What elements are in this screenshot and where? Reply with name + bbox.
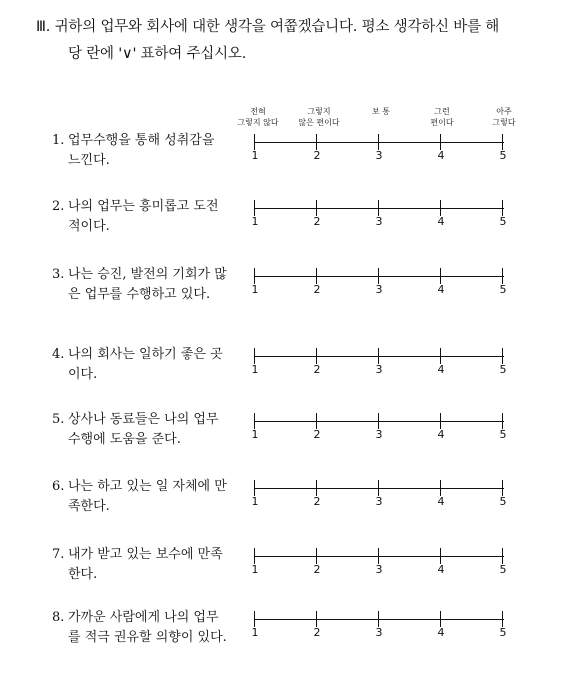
scale-point-4: 4 [437,563,445,576]
rating-scale [251,610,510,642]
item-text: 가까운 사람에게 나의 업무를 적극 권유할 의향이 있다. [68,610,227,645]
scale-point-1: 1 [251,428,259,441]
scale-tick-3[interactable] [378,413,379,429]
scale-tick-4[interactable] [440,268,441,284]
scale-point-2: 2 [313,363,321,376]
item-number: 3. [52,267,65,282]
scale-header-4-line-1: 그런 [434,107,450,116]
scale-tick-3[interactable] [378,268,379,284]
scale-point-1: 1 [251,283,259,296]
rating-scale [251,199,510,231]
scale-point-2: 2 [313,149,321,162]
scale-tick-1[interactable] [254,480,255,496]
scale-tick-4[interactable] [440,134,441,150]
instructions-line-1: Ⅲ. 귀하의 업무와 회사에 대한 생각을 여쭙겠습니다. 평소 생각하신 바를 해 [36,19,500,35]
scale-header-2 [289,106,349,128]
instructions-line-2: 당 란에 '∨' 표하여 주십시오. [68,46,247,62]
scale-tick-2[interactable] [316,268,317,284]
scale-point-3: 3 [375,626,383,639]
scale-tick-2[interactable] [316,200,317,216]
scale-tick-1[interactable] [254,548,255,564]
rating-scale [251,412,510,444]
scale-tick-2[interactable] [316,348,317,364]
scale-point-4: 4 [437,215,445,228]
scale-tick-2[interactable] [316,480,317,496]
scale-tick-4[interactable] [440,548,441,564]
scale-tick-4[interactable] [440,480,441,496]
scale-point-3: 3 [375,363,383,376]
scale-point-2: 2 [313,495,321,508]
scale-tick-5[interactable] [502,413,503,429]
scale-point-4: 4 [437,283,445,296]
scale-point-4: 4 [437,363,445,376]
scale-header-4 [412,106,472,128]
scale-header-5-line-1: 아주 [496,107,512,116]
scale-tick-1[interactable] [254,200,255,216]
scale-tick-3[interactable] [378,611,379,627]
scale-point-5: 5 [499,626,507,639]
scale-point-5: 5 [499,495,507,508]
item-number: 7. [52,547,65,562]
scale-tick-4[interactable] [440,413,441,429]
item-number: 5. [52,412,65,427]
survey-item-4 [0,345,565,405]
scale-point-3: 3 [375,149,383,162]
item-number: 1. [52,133,65,148]
scale-point-3: 3 [375,563,383,576]
scale-tick-4[interactable] [440,200,441,216]
scale-point-4: 4 [437,626,445,639]
scale-point-3: 3 [375,283,383,296]
scale-point-1: 1 [251,563,259,576]
item-number: 4. [52,347,65,362]
scale-tick-3[interactable] [378,348,379,364]
scale-header-1-line-2: 그렇지 않다 [237,118,279,127]
scale-point-2: 2 [313,563,321,576]
scale-point-2: 2 [313,283,321,296]
item-text: 업무수행을 통해 성취감을 느낀다. [68,133,215,168]
scale-tick-1[interactable] [254,611,255,627]
scale-point-4: 4 [437,495,445,508]
instructions [36,14,536,68]
scale-point-3: 3 [375,495,383,508]
scale-tick-3[interactable] [378,548,379,564]
scale-header-1-line-1: 전혀 [250,107,266,116]
scale-point-5: 5 [499,149,507,162]
scale-tick-5[interactable] [502,611,503,627]
scale-point-4: 4 [437,428,445,441]
scale-tick-2[interactable] [316,611,317,627]
scale-header-3 [351,106,411,117]
scale-header-5 [474,106,534,128]
rating-scale [251,267,510,299]
scale-point-5: 5 [499,428,507,441]
scale-point-1: 1 [251,363,259,376]
item-text: 나의 업무는 흥미롭고 도전적이다. [68,199,219,234]
item-number: 8. [52,610,65,625]
rating-scale [251,547,510,579]
scale-point-1: 1 [251,149,259,162]
scale-tick-1[interactable] [254,413,255,429]
scale-header-2-line-1: 그렇지 [307,107,331,116]
scale-header-4-line-2: 편이다 [430,118,454,127]
scale-point-1: 1 [251,495,259,508]
survey-item-5 [0,410,565,470]
scale-tick-2[interactable] [316,134,317,150]
rating-scale [251,347,510,379]
scale-point-5: 5 [499,563,507,576]
item-text: 내가 받고 있는 보수에 만족한다. [68,547,223,582]
scale-tick-5[interactable] [502,200,503,216]
scale-point-1: 1 [251,626,259,639]
item-text: 나는 하고 있는 일 자체에 만족한다. [68,479,227,514]
scale-tick-2[interactable] [316,548,317,564]
scale-tick-4[interactable] [440,348,441,364]
scale-tick-1[interactable] [254,268,255,284]
rating-scale [251,133,510,165]
survey-item-2 [0,197,565,257]
survey-item-6 [0,477,565,537]
rating-scale [251,479,510,511]
scale-header-5-line-2: 그렇다 [492,118,516,127]
item-text: 상사나 동료들은 나의 업무 수행에 도움을 준다. [68,412,219,447]
item-text: 나의 회사는 일하기 좋은 곳이다. [68,347,223,382]
scale-tick-1[interactable] [254,134,255,150]
scale-tick-5[interactable] [502,268,503,284]
item-number: 2. [52,199,65,214]
scale-point-1: 1 [251,215,259,228]
scale-header-3-line-1: 보 통 [372,107,390,116]
scale-point-5: 5 [499,283,507,296]
item-number: 6. [52,479,65,494]
survey-item-1 [0,131,565,191]
scale-tick-5[interactable] [502,134,503,150]
scale-tick-3[interactable] [378,480,379,496]
scale-point-2: 2 [313,626,321,639]
scale-point-2: 2 [313,215,321,228]
scale-tick-3[interactable] [378,200,379,216]
scale-point-2: 2 [313,428,321,441]
scale-tick-5[interactable] [502,480,503,496]
survey-item-3 [0,265,565,325]
scale-header-2-line-2: 않은 편이다 [298,118,340,127]
scale-tick-3[interactable] [378,134,379,150]
scale-point-5: 5 [499,215,507,228]
scale-point-3: 3 [375,215,383,228]
survey-item-8 [0,608,565,668]
scale-tick-5[interactable] [502,348,503,364]
scale-point-5: 5 [499,363,507,376]
survey-item-7 [0,545,565,605]
scale-point-4: 4 [437,149,445,162]
scale-tick-5[interactable] [502,548,503,564]
scale-tick-4[interactable] [440,611,441,627]
scale-tick-1[interactable] [254,348,255,364]
scale-tick-2[interactable] [316,413,317,429]
scale-header-1 [228,106,288,128]
item-text: 나는 승진, 발전의 기회가 많은 업무를 수행하고 있다. [68,267,227,302]
scale-point-3: 3 [375,428,383,441]
